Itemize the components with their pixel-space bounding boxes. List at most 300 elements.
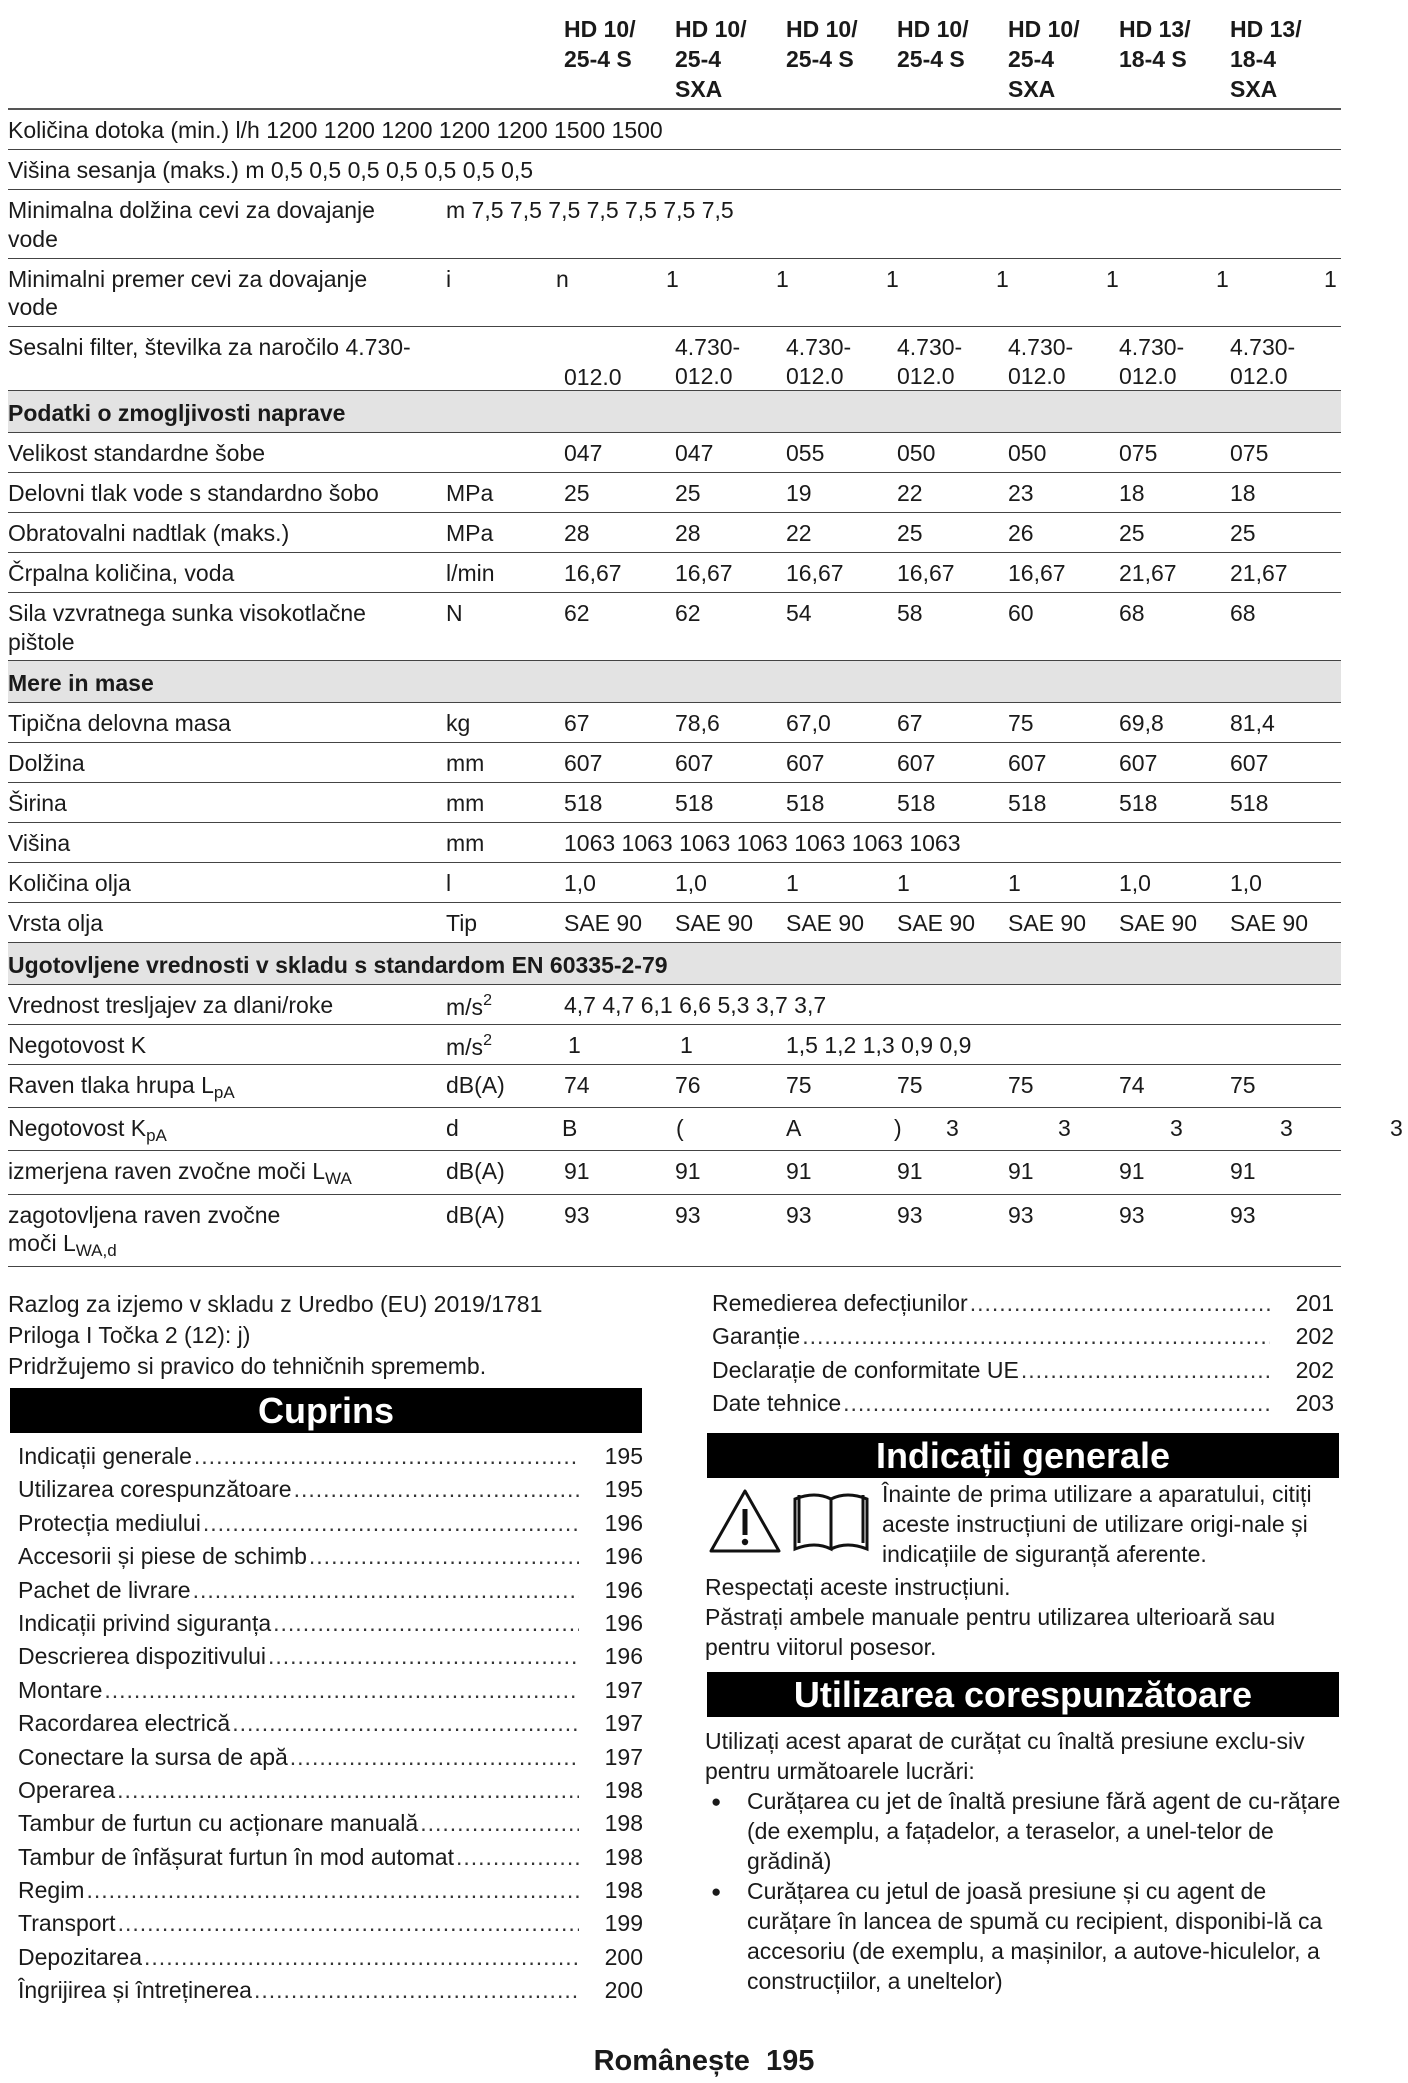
toc-item[interactable] [18,1576,643,1609]
row-value: 050 [1008,439,1047,466]
table-row [8,1195,1341,1267]
row-value: 4.730- 012.0 [1119,334,1185,389]
row-value: 518 [786,790,825,816]
row-value: 68 [1119,599,1145,626]
row-char: 3 [1280,1115,1293,1141]
row-value: SAE 90 [786,910,864,936]
row-label-subscript: pA [213,1082,235,1102]
row-value: SAE 90 [897,910,975,936]
table-row [8,433,1341,473]
row-char: 1 [996,265,1009,292]
row-char: n [556,265,569,292]
row-value: 16,67 [1008,559,1066,586]
toc-leader-dots [118,1909,579,1938]
row-value: 91 [564,1158,590,1185]
notes [8,1289,648,1382]
row-label-text: Obratovalni nadtlak (maks.) [8,519,290,546]
row-value: 25 [675,479,701,506]
toc-leader-dots [309,1542,579,1571]
toc-item-page: 196 [604,1576,643,1603]
toc-item-page: 197 [604,1676,643,1703]
row-value: 075 [1119,439,1158,466]
note-line: Razlog za izjemo v skladu z Uredbo (EU) 2019/1781 [8,1291,543,1317]
row-value: 75 [1008,710,1034,736]
spec-table [8,14,1403,1267]
row-label: Negotovost K [8,1031,147,1058]
row-char: ) [894,1115,902,1141]
toc-item[interactable] [18,1509,643,1542]
usage-bullet: ● Curățarea cu jet de înaltă presiune fără agent de cu-rățare (de exemplu, a fațadelor, a teraselor, a unel-telor de grădină) [705,1786,1345,1876]
row-value: 91 [897,1158,923,1185]
row-char: 3 [946,1115,959,1141]
row-label-text: izmerjena raven zvočne moči L [8,1158,326,1185]
toc-item[interactable] [18,1709,643,1742]
toc-leader-dots [456,1843,579,1872]
row-value: 607 [1230,750,1269,776]
toc-item-label: Utilizarea corespunzătoare [18,1476,292,1503]
row-label [8,869,446,898]
table-row-suction-filter [8,327,1341,391]
row-value: SAE 90 [1230,910,1308,936]
table-row [8,743,1341,783]
table-row [8,783,1341,823]
row-values: 4,7 4,7 6,1 6,6 5,3 3,7 3,7 [564,991,827,1018]
row-value: 16,67 [786,559,844,586]
row-value: 4.730- 012.0 [786,334,852,389]
row-value: 81,4 [1230,710,1275,736]
footer-language: Românește [593,2045,750,2077]
manual-book-icon [795,1495,867,1549]
row-value: 28 [564,519,590,546]
row-char: 1 [1216,265,1229,292]
row-unit: mm [446,790,485,816]
table-of-contents [18,1442,643,2010]
row-value: 93 [786,1201,812,1228]
row-char: 1 [886,265,899,292]
usage-body [705,1726,1345,1996]
model-header: HD 13/ 18-4 SXA [1230,16,1302,102]
toc-item-page: 201 [1295,1290,1334,1316]
row-value: 78,6 [675,710,720,736]
row-value: 69,8 [1119,710,1164,736]
table-row [8,863,1341,903]
row-unit: mm [446,830,485,856]
row-unit: Tip [446,910,478,936]
row-label [8,1201,446,1262]
row-value: 74 [564,1071,590,1098]
row-label-text: Tipična delovna masa [8,710,231,736]
toc-item[interactable] [18,1442,643,1475]
row-value: 4.730- 012.0 [1008,334,1074,389]
row-value: 4.730- 012.0 [1230,334,1296,389]
row-label [8,1157,446,1189]
toc-item-label: Indicații generale [18,1443,192,1469]
model-header: HD 10/ 25-4 SXA [675,16,747,102]
row-value: 28 [675,519,701,546]
table-of-contents-continued [712,1289,1334,1423]
general-paragraph: Păstrați ambele manuale pentru utilizarea ulterioară sau pentru viitorul posesor. [705,1604,1276,1660]
toc-item[interactable] [18,1642,643,1675]
model-header: HD 13/ 18-4 S [1119,16,1191,72]
row-label-text: Količina olja [8,870,131,896]
row-text: Količina dotoka (min.) l/h 1200 1200 1200 1200 1200 1500 1500 [8,117,663,143]
row-value: 22 [897,479,923,506]
toc-item-label: Pachet de livrare [18,1576,191,1603]
table-row [8,553,1341,593]
toc-item[interactable] [18,1542,643,1575]
row-char: 3 [1058,1115,1071,1141]
toc-item-page: 198 [604,1776,643,1803]
row-unit: $m/s^2$ [446,991,492,1020]
toc-leader-dots [290,1743,579,1772]
row-value: 58 [897,599,923,626]
table-row-inflow [8,110,1341,150]
row-char: ( [676,1115,684,1141]
row-value: 67 [897,710,923,736]
toc-leader-dots [843,1389,1270,1418]
toc-item-label: Depozitarea [18,1943,143,1970]
row-value: 23 [1008,479,1034,506]
row-char: 1 [666,265,679,292]
toc-item-page: 203 [1295,1390,1334,1417]
toc-item-page: 196 [604,1509,643,1536]
row-value: 91 [1119,1158,1145,1185]
toc-item[interactable] [18,1876,643,1909]
table-row [8,703,1341,743]
row-value: 74 [1119,1071,1145,1098]
toc-item[interactable] [18,1809,643,1842]
table-row [8,1065,1341,1108]
row-value: 518 [1008,790,1047,816]
toc-item[interactable] [18,1475,643,1508]
row-unit: l [446,870,452,896]
row-values: 1063 1063 1063 1063 1063 1063 1063 [564,830,961,856]
row-value: 16,67 [675,559,733,586]
row-label [8,909,446,938]
toc-item-page: 195 [604,1443,643,1469]
toc-item-label: Conectare la sursa de apă [18,1743,288,1770]
row-value: 518 [897,790,936,816]
section-dimensions: Mere in mase [8,661,1341,703]
usage-heading: Utilizarea corespunzătoare [707,1672,1339,1717]
row-value: 16,67 [564,559,622,586]
row-value: 055 [786,439,825,466]
row-label [8,709,446,738]
row-label [8,439,446,468]
row-value: 91 [786,1158,812,1185]
row-value: 75 [897,1071,923,1098]
row-value: 25 [897,519,923,546]
row-label: Višina [8,830,71,856]
section-performance: Podatki o zmogljivosti naprave [8,391,1341,433]
model-header: HD 10/ 25-4 S [786,16,858,72]
toc-item[interactable] [18,1743,643,1776]
row-value: 60 [1008,599,1034,626]
row-value: 1 [680,1031,693,1058]
toc-item-label: Regim [18,1877,85,1904]
toc-item[interactable] [712,1356,1334,1389]
row-value: 91 [675,1158,701,1185]
model-header: HD 10/ 25-4 SXA [1008,16,1080,102]
row-label [8,599,446,657]
toc-item-page: 196 [604,1543,643,1570]
toc-leader-dots [193,1576,579,1605]
row-value: 1 [786,870,799,896]
toc-leader-dots [86,1876,579,1905]
row-label-text: Dolžina [8,750,85,776]
toc-item-page: 198 [604,1877,643,1904]
general-body [705,1572,1345,1662]
toc-item[interactable] [712,1289,1334,1322]
toc-item-page: 200 [604,1943,643,1970]
row-unit: $m/s^2$ [446,1031,492,1060]
warning-triangle-icon [711,1491,779,1551]
toc-leader-dots [1021,1356,1270,1385]
toc-leader-dots [802,1322,1270,1351]
table-row-suction-height [8,150,1341,190]
toc-item[interactable] [18,1776,643,1809]
toc-item-label: Tambur de înfășurat furtun în mod automat [18,1843,454,1870]
toc-item-label: Transport [18,1910,116,1937]
toc-item-page: 202 [1295,1323,1334,1350]
row-value: 75 [1230,1071,1256,1098]
row-value: SAE 90 [1119,910,1197,936]
row-unit: dB(A) [446,1071,505,1098]
toc-item-label: Montare [18,1676,103,1703]
toc-leader-dots [117,1776,579,1805]
row-value: 1 [897,870,910,896]
toc-item-label: Operarea [18,1776,116,1803]
row-value: 607 [1119,750,1158,776]
toc-item[interactable] [18,1843,643,1876]
toc-item[interactable] [18,1609,643,1642]
toc-leader-dots [203,1509,579,1538]
row-label-text: Delovni tlak vode s standardno šobo [8,479,379,506]
row-char: 1 [1324,265,1337,292]
oil-rows [8,863,1341,943]
table-row-hose-length [8,190,1341,259]
row-value: 54 [786,599,812,626]
row-value: 1 [568,1031,581,1058]
toc-item-page: 198 [604,1843,643,1870]
row-value: 91 [1230,1158,1256,1185]
note-line: Pridržujemo si pravico do tehničnih sprememb. [8,1353,487,1379]
row-value: 4.730- 012.0 [897,334,963,389]
row-unit: kg [446,710,471,736]
row-value: SAE 90 [564,910,642,936]
row-value: 050 [897,439,936,466]
row-label [8,749,446,778]
row-unit: N [446,599,463,626]
toc-item[interactable] [18,1943,643,1976]
table-row [8,903,1341,943]
row-value: 518 [675,790,714,816]
row-value: 518 [1230,790,1269,816]
row-value: 1,0 [675,870,707,896]
row-value: 1 [1008,870,1021,896]
page-number: 195 [766,2045,815,2077]
row-value: 25 [1230,519,1256,546]
row-label: Vrednost tresljajev za dlani/roke [8,991,334,1018]
row-value: 75 [786,1071,812,1098]
toc-leader-dots [420,1809,579,1838]
general-paragraph: Respectați aceste instrucțiuni. [705,1574,1011,1600]
model-header-row [8,14,1341,110]
toc-item-label: Garanție [712,1323,801,1350]
toc-leader-dots [970,1289,1270,1318]
general-icons [707,1487,877,1557]
row-value: 607 [1008,750,1047,776]
model-header: HD 10/ 25-4 S [564,16,636,72]
toc-item-page: 196 [604,1609,643,1636]
row-value: 21,67 [1230,559,1288,586]
row-value: SAE 90 [1008,910,1086,936]
row-value: 16,67 [897,559,955,586]
row-char: i [446,265,452,292]
toc-item-page: 202 [1295,1356,1334,1383]
row-value: 1,0 [564,870,596,896]
row-label [8,789,446,818]
row-value: 62 [675,599,701,626]
row-value: 25 [1119,519,1145,546]
row-text: Višina sesanja (maks.) m 0,5 0,5 0,5 0,5 0,5 0,5 0,5 [8,157,534,183]
row-value: 67 [564,710,590,736]
toc-leader-dots [232,1709,579,1738]
toc-item-label: Descrierea dispozitivului [18,1643,266,1670]
page-footer [0,2043,1408,2079]
row-value: 607 [564,750,603,776]
row-label [8,559,446,588]
row-value: 93 [897,1201,923,1228]
row-label: Negotovost $K_{pA}$ [8,1115,167,1145]
toc-item-page: 200 [604,1977,643,2004]
row-value: 19 [786,479,812,506]
row-values: 1,5 1,2 1,3 0,9 0,9 [786,1031,972,1058]
toc-item-label: Tambur de furtun cu acționare manuală [18,1810,419,1837]
row-values: m 7,5 7,5 7,5 7,5 7,5 7,5 7,5 [446,197,734,223]
row-value: 18 [1119,479,1145,506]
row-label-text: zagotovljena raven zvočne moči L [8,1201,281,1257]
model-header: HD 10/ 25-4 S [897,16,969,72]
usage-intro: Utilizați acest aparat de curățat cu înaltă presiune exclu-siv pentru următoarele lucrări: [705,1728,1305,1784]
row-label-text: Širina [8,790,67,816]
row-value: 93 [675,1201,701,1228]
row-char: 3 [1170,1115,1183,1141]
row-value: SAE 90 [675,910,753,936]
row-value: 518 [564,790,603,816]
row-label-subscript: WA,d [75,1241,117,1261]
general-intro: Înainte de prima utilizare a aparatului, citiți aceste instrucțiuni de utilizare origi-nale și indicațiile de siguranță aferente. [882,1481,1312,1567]
toc-item-label: Indicații privind siguranța [18,1609,272,1636]
row-value: 93 [564,1201,590,1228]
row-unit: mm [446,750,485,776]
toc-item[interactable] [18,1676,643,1709]
toc-leader-dots [268,1642,579,1671]
row-char: 3 [1390,1115,1403,1141]
table-row-uncertainty-kpa [8,1108,1403,1151]
row-value: 047 [675,439,714,466]
toc-leader-dots [144,1943,579,1972]
toc-item-label: Accesorii și piese de schimb [18,1543,307,1570]
row-char: 1 [1106,265,1119,292]
table-row [8,473,1341,513]
row-value: 67,0 [786,710,831,736]
row-label-text: Vrsta olja [8,910,104,936]
toc-item[interactable] [18,1976,643,2009]
row-value: 21,67 [1119,559,1177,586]
row-value: 18 [1230,479,1256,506]
table-row-hose-diameter [8,259,1341,328]
row-value: 047 [564,439,603,466]
row-label [8,479,446,508]
row-value: 25 [564,479,590,506]
toc-leader-dots [254,1976,579,2005]
row-unit: dB(A) [446,1201,505,1228]
table-row-uncertainty-k [8,1025,1341,1065]
row-label-text: Črpalna količina, voda [8,559,235,586]
row-value: 75 [1008,1071,1034,1098]
power-rows [8,1151,1341,1266]
row-unit: l/min [446,559,495,586]
row-unit [446,439,564,468]
toc-item[interactable] [18,1909,643,1942]
toc-leader-dots [273,1609,579,1638]
row-value: 607 [897,750,936,776]
toc-item-label: Declarație de conformitate UE [712,1356,1019,1383]
toc-item-label: Racordarea electrică [18,1710,231,1737]
row-label [8,1071,446,1103]
row-value: 4.730- 012.0 [675,334,741,389]
toc-item-label: Remedierea defecțiunilor [712,1290,968,1316]
row-label-subscript: WA [325,1169,352,1189]
row-value: 68 [1230,599,1256,626]
noise-rows [8,1065,1341,1108]
row-value: 075 [1230,439,1269,466]
row-value: 93 [1119,1201,1145,1228]
toc-item-page: 199 [604,1910,643,1937]
toc-leader-dots [104,1676,579,1705]
row-value: 93 [1008,1201,1034,1228]
toc-item-page: 196 [604,1643,643,1670]
row-char: B [562,1115,578,1141]
table-row-vibration [8,985,1341,1025]
toc-leader-dots [294,1475,579,1504]
row-value: 62 [564,599,590,626]
toc-item-page: 197 [604,1710,643,1737]
row-char: 1 [776,265,789,292]
row-label: Minimalna dolžina cevi za dovajanje vode [8,197,375,252]
table-row [8,513,1341,553]
row-label: Minimalni premer cevi za dovajanje vode [8,265,368,321]
row-char: A [786,1115,802,1141]
row-unit: MPa [446,479,494,506]
toc-item[interactable] [712,1322,1334,1355]
row-value: 518 [1119,790,1158,816]
toc-item-label: Protecția mediului [18,1509,201,1536]
general-heading: Indicații generale [707,1433,1339,1478]
row-unit: MPa [446,519,494,546]
table-row [8,1151,1341,1194]
table-row [8,593,1341,662]
row-value: 607 [675,750,714,776]
row-unit: dB(A) [446,1158,505,1185]
toc-item-label: Date tehnice [712,1390,842,1417]
note-line: Priloga I Točka 2 (12): j) [8,1322,251,1348]
toc-leader-dots [194,1442,579,1471]
toc-item[interactable] [712,1389,1334,1422]
cuprins-heading: Cuprins [10,1388,642,1433]
table-row-height [8,823,1341,863]
